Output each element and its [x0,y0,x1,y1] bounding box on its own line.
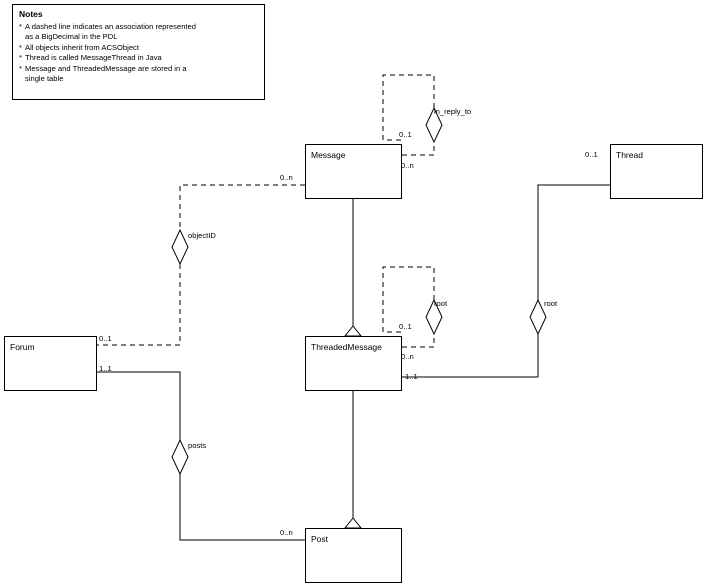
class-name-message: Message [311,150,346,160]
association-label-root-self: root [434,299,448,308]
association-label-in-reply-to: in_reply_to [434,107,472,116]
notes-title: Notes [19,9,43,19]
note-text: Thread is called MessageThread in Java [25,53,162,63]
multiplicity-threadedmessage-root-bottom: 0..n [401,352,414,361]
class-box-post[interactable] [305,528,402,583]
edge-message-threadedmessage-generalization [345,199,361,336]
edge-objectid [97,185,305,345]
multiplicity-forum-right-bottom: 1..1 [99,364,112,373]
note-text: A dashed line indicates an association represented [25,22,196,31]
note-item [19,64,258,85]
edge-root-thread [402,185,610,377]
note-text-cont: single table [25,74,64,84]
note-bullet: * [19,63,22,73]
multiplicity-message-reply-bottom: 0..n [401,161,414,170]
notes-box [12,4,265,100]
multiplicity-thread-left: 0..1 [585,150,598,159]
class-box-threadedmessage[interactable] [305,336,402,391]
edge-posts [97,372,305,540]
note-item [19,43,258,53]
class-name-threadedmessage: ThreadedMessage [311,342,382,352]
association-label-objectid: objectID [188,231,216,240]
class-name-forum: Forum [10,342,35,352]
note-bullet: * [19,53,22,63]
multiplicity-message-reply-top: 0..1 [399,130,412,139]
multiplicity-post-left: 0..n [280,528,293,537]
class-box-forum[interactable] [4,336,97,391]
class-box-message[interactable] [305,144,402,199]
edge-threadedmessage-post-generalization [345,391,361,528]
note-text: Message and ThreadedMessage are stored in a [25,63,187,73]
note-item [19,22,258,43]
note-bullet: * [19,42,22,52]
note-bullet: * [19,22,22,31]
multiplicity-forum-right-top: 0..1 [99,334,112,343]
association-label-posts: posts [188,441,207,450]
note-text-cont: as a BigDecimal in the PDL [25,32,118,42]
note-text: All objects inherit from ACSObject [25,42,139,52]
multiplicity-threadedmessage-root-top: 0..1 [399,322,412,331]
multiplicity-message-objectid: 0..n [280,173,293,182]
association-label-root-thread: root [544,299,558,308]
class-box-thread[interactable] [610,144,703,199]
notes-list [19,22,258,84]
multiplicity-threadedmessage-thread: 1..1 [405,372,418,381]
class-name-thread: Thread [616,150,643,160]
class-name-post: Post [311,534,329,544]
note-item [19,53,258,63]
